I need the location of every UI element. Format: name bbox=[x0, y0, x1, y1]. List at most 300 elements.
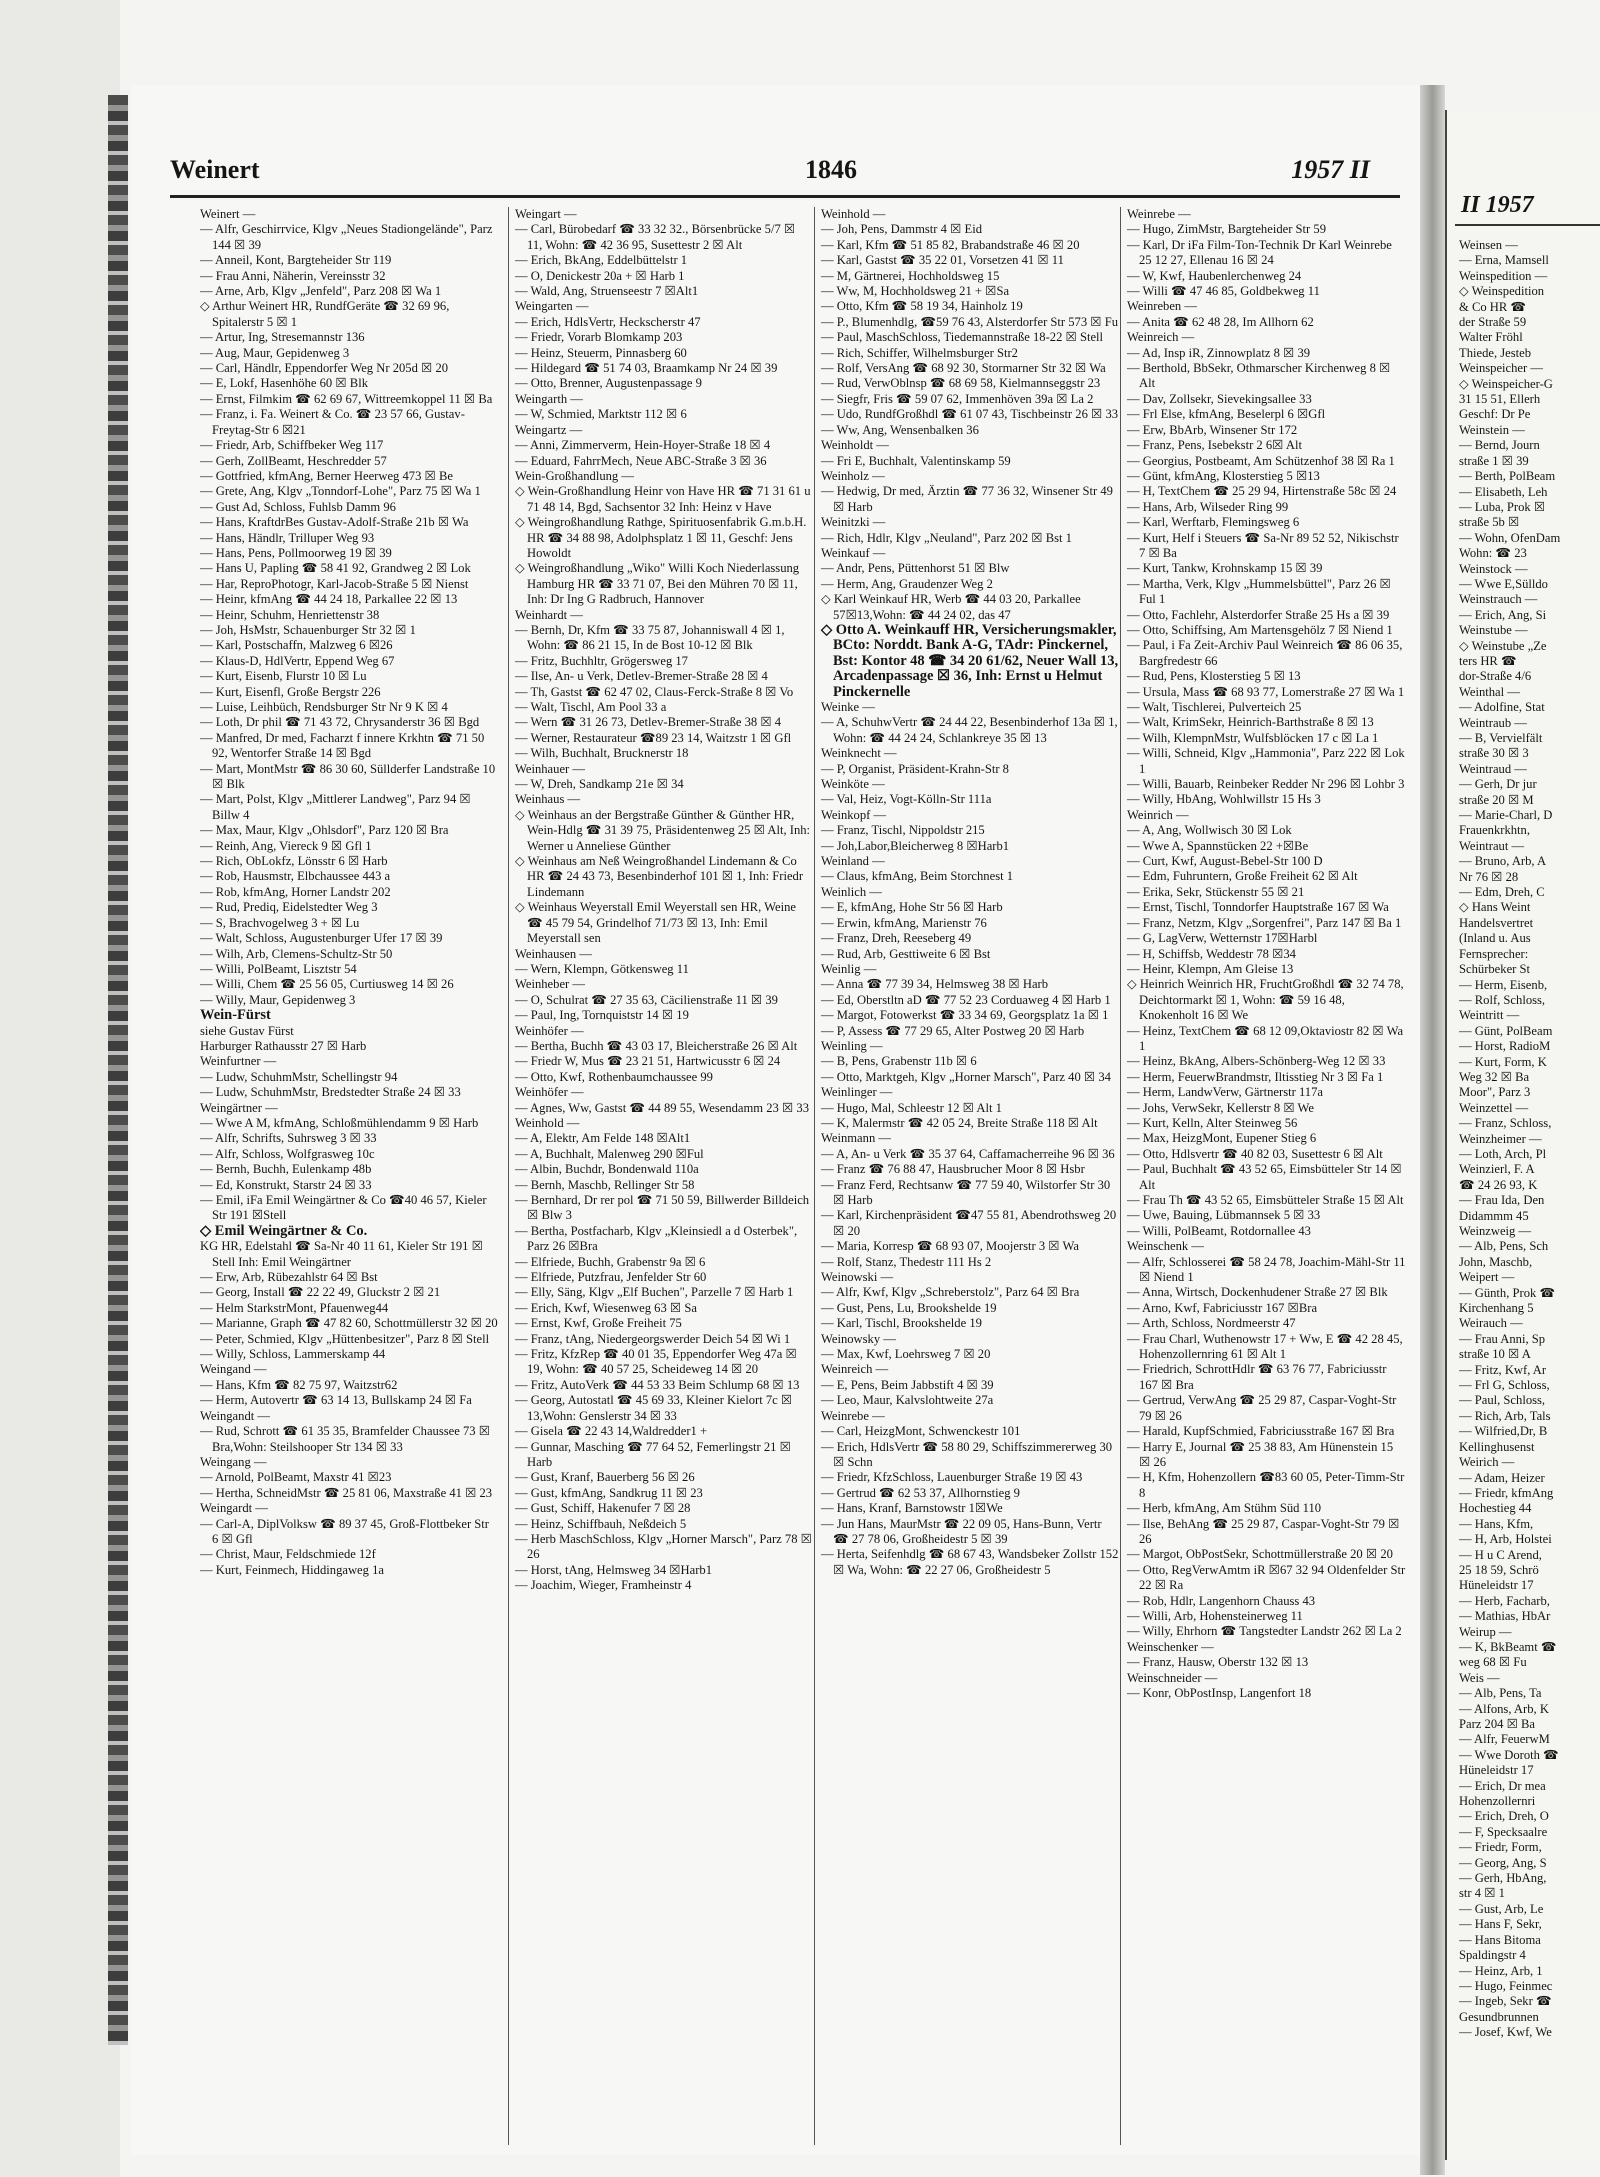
directory-entry: — Agnes, Ww, Gastst ☎ 44 89 55, Wesendamm 23 ☒ 33 bbox=[515, 1100, 810, 1115]
directory-entry: — Erw, Arb, Rübezahlstr 64 ☒ Bst bbox=[200, 1270, 378, 1285]
facing-page-line: Weintraud — bbox=[1459, 761, 1527, 776]
directory-entry: — Alfr, Schloss, Wolfgrasweg 10c bbox=[200, 1146, 375, 1161]
facing-page-line: Hochestieg 44 bbox=[1459, 1501, 1532, 1516]
facing-page-line: ◇ Weinspeicher-G bbox=[1459, 376, 1553, 391]
directory-entry: Weinrebe — bbox=[1127, 207, 1191, 221]
directory-entry: — Gunnar, Masching ☎ 77 64 52, Femerlingstr 21 ☒ Harb bbox=[515, 1439, 791, 1469]
directory-entry: — Heinr, Schuhm, Henriettenstr 38 bbox=[200, 607, 380, 622]
facing-page-line: Weirup — bbox=[1459, 1624, 1512, 1639]
directory-entry: ◇ Weingroßhandlung Rathge, Spirituosenfabrik G.m.b.H. HR ☎ 34 88 98, Adolphsplatz 1 ☒ 11, Geschf: Jens Howoldt bbox=[515, 515, 807, 560]
directory-entry: Weinschneider — bbox=[1127, 1670, 1218, 1685]
facing-page-line: — Elisabeth, Leh bbox=[1459, 484, 1548, 499]
directory-entry: Weinholdt — bbox=[821, 438, 889, 453]
directory-entry: — Rolf, Stanz, Thedestr 111 Hs 2 bbox=[821, 1254, 992, 1269]
directory-entry: — E, Pens, Beim Jabbstift 4 ☒ 39 bbox=[821, 1377, 994, 1392]
directory-entry: — Jun Hans, MaurMstr ☎ 22 09 05, Hans-Bunn, Vertr ☎ 27 78 06, Großheidestr 5 ☒ 39 bbox=[821, 1516, 1102, 1546]
directory-entry: — Rud, Arb, Gesttiweite 6 ☒ Bst bbox=[821, 946, 991, 961]
directory-entry: — Wern ☎ 31 26 73, Detlev-Bremer-Straße 38 ☒ 4 bbox=[515, 715, 782, 730]
directory-entry: — Franz, Dreh, Reeseberg 49 bbox=[821, 931, 972, 946]
facing-page-line: — Josef, Kwf, We bbox=[1459, 2025, 1552, 2040]
directory-entry: — Kurt, Eisenb, Flurstr 10 ☒ Lu bbox=[200, 669, 367, 684]
directory-entry: Weinlich — bbox=[821, 884, 882, 899]
facing-page-line: Kellinghusenst bbox=[1459, 1439, 1535, 1454]
facing-page-line: — Heinz, Arb, 1 bbox=[1459, 1963, 1543, 1978]
directory-entry: — Eduard, FahrrMech, Neue ABC-Straße 3 ☒ 36 bbox=[515, 453, 767, 468]
directory-entry: — Carl, Bürobedarf ☎ 33 32 32., Börsenbrücke 5/7 ☒ 11, Wohn: ☎ 42 36 95, Susettestr 2 ☒ Alt bbox=[515, 222, 796, 252]
facing-page-line: — Ingeb, Sekr ☎ bbox=[1459, 1994, 1552, 2009]
facing-page-line: Weintraut — bbox=[1459, 838, 1525, 853]
directory-entry: — E, Lokf, Hasenhöhe 60 ☒ Blk bbox=[200, 376, 368, 391]
directory-entry: — Berthold, BbSekr, Othmarscher Kirchenweg 8 ☒ Alt bbox=[1127, 361, 1391, 391]
directory-entry: — H, Kfm, Hohenzollern ☎83 60 05, Peter-Timm-Str 8 bbox=[1127, 1470, 1405, 1500]
book-binding-edge bbox=[108, 95, 128, 2045]
facing-page-line: — Berth, PolBeam bbox=[1459, 469, 1556, 484]
facing-page-line: — Erich, Ang, Si bbox=[1459, 607, 1547, 622]
facing-page-line: — Hugo, Feinmec bbox=[1459, 1978, 1553, 1993]
directory-entry: — Ed, Oberstltn aD ☎ 77 52 23 Corduaweg 4 ☒ Harb 1 bbox=[821, 992, 1111, 1007]
facing-page-line: Thiede, Jesteb bbox=[1459, 345, 1532, 360]
directory-entry: — Bernhard, Dr rer pol ☎ 71 50 59, Billwerder Billdeich ☒ Blw 3 bbox=[515, 1193, 810, 1223]
directory-entry: — Karl, Kfm ☎ 51 85 82, Brabandstraße 46 ☒ 20 bbox=[821, 237, 1080, 252]
directory-entry: — Christ, Maur, Feldschmiede 12f bbox=[200, 1547, 376, 1562]
facing-page-line: — K, BkBeamt ☎ bbox=[1459, 1639, 1557, 1654]
facing-page-line: Hüneleidstr 17 bbox=[1459, 1578, 1534, 1593]
facing-page-line: — Hans, Kfm, bbox=[1459, 1516, 1534, 1531]
directory-entry: — Rolf, VersAng ☎ 68 92 30, Stormarner Str 32 ☒ Wa bbox=[821, 361, 1106, 376]
facing-page-line: Weg 32 ☒ Ba bbox=[1459, 1069, 1530, 1084]
directory-entry: — Hildegard ☎ 51 74 03, Braamkamp Nr 24 ☒ 39 bbox=[515, 361, 778, 376]
facing-page-line: — Bernd, Journ bbox=[1459, 438, 1540, 453]
directory-entry: — Emil, iFa Emil Weingärtner & Co ☎40 46 57, Kieler Str 191 ☒Stell bbox=[200, 1193, 487, 1223]
facing-page-line: — H, Arb, Holstei bbox=[1459, 1532, 1552, 1547]
facing-page-line: Weinspedition — bbox=[1459, 268, 1548, 283]
directory-entry: — Karl, Gastst ☎ 35 22 01, Vorsetzen 41 ☒ 11 bbox=[821, 253, 1064, 268]
facing-page-line: Weinstube — bbox=[1459, 623, 1528, 638]
facing-page-line: Walter Fröhl bbox=[1459, 330, 1523, 345]
directory-entry: — Ludw, SchuhmMstr, Bredstedter Straße 24 ☒ 33 bbox=[200, 1085, 461, 1100]
directory-entry: — H, Schiffsb, Weddestr 78 ☒34 bbox=[1127, 946, 1296, 961]
directory-entry: — Hans, KraftdrBes Gustav-Adolf-Straße 21b ☒ Wa bbox=[200, 515, 469, 530]
directory-entry: — Karl, Werftarb, Flemingsweg 6 bbox=[1127, 515, 1300, 530]
column-3 bbox=[814, 207, 1119, 2145]
facing-page-line: — F, Specksaalre bbox=[1459, 1824, 1548, 1839]
facing-page-line: — Erich, Dreh, O bbox=[1459, 1809, 1549, 1824]
scan-left-margin bbox=[0, 0, 120, 2177]
directory-entry: — Kurt, Eisenfl, Große Bergstr 226 bbox=[200, 684, 381, 699]
directory-entry: — Willi, Schneid, Klgv „Hammonia", Parz 222 ☒ Lok 1 bbox=[1127, 746, 1405, 776]
directory-entry: — Georg, Install ☎ 22 22 49, Gluckstr 2 ☒ 21 bbox=[200, 1285, 441, 1300]
directory-entry: — Franz, Netzm, Klgv „Sorgenfrei", Parz 147 ☒ Ba 1 bbox=[1127, 915, 1402, 930]
directory-entry: Weinlig — bbox=[821, 961, 877, 976]
directory-entry: — Joh, HsMstr, Schauenburger Str 32 ☒ 1 bbox=[200, 622, 416, 637]
directory-entry: Weinhausen — bbox=[515, 946, 592, 961]
running-head bbox=[170, 155, 1400, 195]
directory-entry: — Wilh, KlempnMstr, Wulfsblöcken 17 c ☒ La 1 bbox=[1127, 730, 1379, 745]
directory-entry: — Herta, Seifenhdlg ☎ 68 67 43, Wandsbeker Zollstr 152 ☒ Wa, Wohn: ☎ 22 27 06, Großheidestr 5 bbox=[821, 1547, 1119, 1577]
directory-entry: — Arno, Kwf, Fabriciusstr 167 ☒Bra bbox=[1127, 1300, 1318, 1315]
facing-page-line: Weinzheimer — bbox=[1459, 1131, 1542, 1146]
directory-entry: Weingart — bbox=[515, 207, 577, 221]
directory-entry: — Gottfried, kfmAng, Berner Heerweg 473 ☒ Be bbox=[200, 468, 453, 483]
facing-page-line: — H u C Arend, bbox=[1459, 1547, 1542, 1562]
directory-entry: — Erwin, kfmAng, Marienstr 76 bbox=[821, 915, 987, 930]
directory-entry: — Erich, Kwf, Wiesenweg 63 ☒ Sa bbox=[515, 1300, 697, 1315]
directory-entry: — S, Brachvogelweg 3 + ☒ Lu bbox=[200, 915, 360, 930]
directory-entry: — Hans, Kfm ☎ 82 75 97, Waitzstr62 bbox=[200, 1377, 398, 1392]
directory-entry: — Franz Ferd, Rechtsanw ☎ 77 59 40, Wilstorfer Str 30 ☒ Harb bbox=[821, 1177, 1111, 1207]
directory-entry: — Erika, Sekr, Stückenstr 55 ☒ 21 bbox=[1127, 884, 1305, 899]
directory-entry: — Rich, ObLokfz, Lönsstr 6 ☒ Harb bbox=[200, 854, 388, 869]
directory-entry: — Hedwig, Dr med, Ärztin ☎ 77 36 32, Winsener Str 49 ☒ Harb bbox=[821, 484, 1113, 514]
directory-entry: — Margot, Fotowerkst ☎ 33 34 69, Georgsplatz 1a ☒ 1 bbox=[821, 1008, 1109, 1023]
facing-page-line: — Edm, Dreh, C bbox=[1459, 885, 1545, 900]
directory-entry: — Otto, Kwf, Rothenbaumchaussee 99 bbox=[515, 1069, 713, 1084]
directory-entry: — Herb, kfmAng, Am Stühm Süd 110 bbox=[1127, 1501, 1322, 1516]
facing-page-column bbox=[1459, 238, 1600, 2150]
facing-page-line: — Friedr, Form, bbox=[1459, 1840, 1542, 1855]
directory-entry: Weinhöfer — bbox=[515, 1085, 584, 1100]
facing-page-line: Weintraub — bbox=[1459, 715, 1527, 730]
directory-entry: — Fri E, Buchhalt, Valentinskamp 59 bbox=[821, 453, 1011, 468]
directory-entry: — H, TextChem ☎ 25 29 94, Hirtenstraße 58c ☒ 24 bbox=[1127, 484, 1397, 499]
directory-entry: — W, Schmied, Marktstr 112 ☒ 6 bbox=[515, 407, 687, 422]
directory-entry: — Herb MaschSchloss, Klgv „Horner Marsch", Parz 78 ☒ 26 bbox=[515, 1531, 812, 1562]
directory-entry: — Karl, Postschaffn, Malzweg 6 ☒26 bbox=[200, 638, 393, 653]
directory-entry: — Paul, Ing, Tornquiststr 14 ☒ 19 bbox=[515, 1008, 689, 1023]
facing-page-line: Weinstock — bbox=[1459, 561, 1528, 576]
directory-entry: — Friedr, Arb, Schiffbeker Weg 117 bbox=[200, 438, 384, 453]
directory-entry: — Artur, Ing, Stresemannstr 136 bbox=[200, 330, 365, 345]
directory-entry: — Andr, Pens, Püttenhorst 51 ☒ Blw bbox=[821, 561, 1010, 576]
directory-entry: siehe Gustav Fürst bbox=[200, 1023, 294, 1038]
directory-entry: — Herm, Autovertr ☎ 63 14 13, Bullskamp 24 ☒ Fa bbox=[200, 1393, 472, 1408]
directory-entry: — Paul, Buchhalt ☎ 43 52 65, Eimsbütteler Str 14 ☒ Alt bbox=[1127, 1162, 1402, 1192]
directory-entry: ◇ Emil Weingärtner & Co. bbox=[200, 1222, 368, 1239]
facing-page-line: straße 30 ☒ 3 bbox=[1459, 746, 1529, 761]
directory-entry: Weinitzki — bbox=[821, 515, 886, 530]
directory-entry: Weinschenker — bbox=[1127, 1639, 1214, 1654]
page-title: Weinert bbox=[170, 155, 260, 184]
directory-entry: Weinhold — bbox=[821, 207, 886, 221]
facing-page-line: Wohn: ☎ 23 bbox=[1459, 546, 1527, 561]
directory-entry: — Otto, Hdlsvertr ☎ 40 82 03, Susettestr 6 ☒ Alt bbox=[1127, 1146, 1383, 1161]
directory-entry: — Bernh, Dr, Kfm ☎ 33 75 87, Johanniswall 4 ☒ 1, Wohn: ☎ 86 21 15, In de Bost 10-12 ☒ Blk bbox=[515, 622, 785, 653]
facing-page-line: Weintritt — bbox=[1459, 1008, 1520, 1023]
directory-entry: — Manfred, Dr med, Facharzt f innere Krkhtn ☎ 71 50 92, Wentorfer Straße 14 ☒ Bgd bbox=[200, 730, 485, 761]
directory-entry: Weinkopf — bbox=[821, 807, 887, 822]
directory-entry: — Harald, KupfSchmied, Fabriciusstraße 167 ☒ Bra bbox=[1127, 1424, 1395, 1439]
directory-entry: — Heinz, Steuerm, Pinnasberg 60 bbox=[515, 345, 687, 360]
facing-page-line: Weinspeicher — bbox=[1459, 361, 1543, 376]
directory-entry: — Carl, Händlr, Eppendorfer Weg Nr 205d ☒ 20 bbox=[200, 361, 449, 376]
column-4 bbox=[1120, 207, 1407, 2145]
facing-page-line: — Paul, Schloss, bbox=[1459, 1393, 1546, 1408]
directory-entry: Weinhardt — bbox=[515, 607, 583, 622]
directory-entry: — Frau Anni, Näherin, Vereinsstr 32 bbox=[200, 268, 386, 283]
facing-page-line: Fernsprecher: bbox=[1459, 946, 1529, 961]
directory-entry: Weinmann — bbox=[821, 1131, 891, 1146]
directory-entry: ◇ Heinrich Weinrich HR, FruchtGroßhdl ☎ 32 74 78, Deichtormarkt ☒ 1, Wohn: ☎ 59 16 48, Knokenholt 16 ☒ We bbox=[1127, 977, 1404, 1023]
directory-entry: — Karl, Kirchenpräsident ☎47 55 81, Abendrothsweg 20 ☒ 20 bbox=[821, 1208, 1117, 1238]
year-part-label: 1957 II bbox=[1291, 155, 1370, 184]
facing-page-line: Weis — bbox=[1459, 1670, 1500, 1685]
directory-entry: — Herm, Ang, Graudenzer Weg 2 bbox=[821, 576, 993, 591]
directory-entry: — Willi, PolBeamt, Rotdornallee 43 bbox=[1127, 1223, 1311, 1238]
directory-entry: — Anita ☎ 62 48 28, Im Allhorn 62 bbox=[1127, 314, 1314, 329]
facing-page-line: str 4 ☒ 1 bbox=[1459, 1886, 1505, 1901]
directory-entry: — Franz ☎ 76 88 47, Hausbrucher Moor 8 ☒ Hsbr bbox=[821, 1162, 1085, 1177]
facing-page-line: — Alb, Pens, Ta bbox=[1459, 1686, 1542, 1701]
facing-page-line: Geschf: Dr Pe bbox=[1459, 407, 1531, 422]
directory-entry: — Peter, Schmied, Klgv „Hüttenbesitzer", Parz 8 ☒ Stell bbox=[200, 1331, 490, 1346]
directory-entry: — Elly, Säng, Klgv „Elf Buchen", Parzelle 7 ☒ Harb 1 bbox=[515, 1285, 794, 1300]
directory-entry: — Otto, Schiffsing, Am Martensgehölz 7 ☒ Niend 1 bbox=[1127, 622, 1393, 637]
directory-entry: — Hans, Kranf, Barnstowstr 1☒We bbox=[821, 1501, 1003, 1516]
facing-page-line: — Wwe Doroth ☎ bbox=[1459, 1747, 1559, 1762]
directory-entry: — Rud, Schrott ☎ 61 35 35, Bramfelder Chaussee 73 ☒ Bra,Wohn: Steilshooper Str 134 ☒ 33 bbox=[200, 1424, 491, 1454]
facing-page-line: Hohenzollernri bbox=[1459, 1794, 1536, 1809]
directory-entry: Weinrebe — bbox=[821, 1408, 885, 1423]
directory-entry: — Willi, Bauarb, Reinbeker Redder Nr 296 ☒ Lohbr 3 bbox=[1127, 777, 1405, 792]
directory-entry: Weinowsky — bbox=[821, 1331, 896, 1346]
directory-entry: — Rob, Hausmstr, Elbchaussee 443 a bbox=[200, 869, 391, 884]
directory-entry: Weingand — bbox=[200, 1362, 267, 1377]
facing-page-line: — Marie-Charl, D bbox=[1459, 808, 1553, 823]
facing-page-line: — Fritz, Kwf, Ar bbox=[1459, 1362, 1547, 1377]
directory-entry: — Bernh, Buchh, Eulenkamp 48b bbox=[200, 1162, 372, 1177]
directory-entry: — Ww, M, Hochholdsweg 21 + ☒Sa bbox=[821, 284, 1010, 299]
facing-page-line: Weirich — bbox=[1459, 1455, 1515, 1470]
directory-entry: — Albin, Buchdr, Bondenwald 110a bbox=[515, 1162, 699, 1177]
facing-page-line: Weipert — bbox=[1459, 1270, 1515, 1285]
facing-page-line: Kirchenhang 5 bbox=[1459, 1301, 1534, 1316]
facing-page-line: — Erich, Dr mea bbox=[1459, 1778, 1546, 1793]
facing-page-line: — Alfons, Arb, K bbox=[1459, 1701, 1549, 1716]
directory-entry: — Georg, Autostatl ☎ 45 69 33, Kleiner Kielort 7c ☒ 13,Wohn: Genslerstr 34 ☒ 33 bbox=[515, 1393, 793, 1423]
column-2 bbox=[508, 207, 813, 2145]
directory-entry: — Hans, Arb, Wilseder Ring 99 bbox=[1127, 499, 1289, 514]
facing-page-line: straße 1 ☒ 39 bbox=[1459, 453, 1529, 468]
directory-entry: — Joh,Labor,Bleicherweg 8 ☒Harb1 bbox=[821, 838, 1010, 853]
facing-page-line: — Frl G, Schloss, bbox=[1459, 1378, 1550, 1393]
directory-entry: — A, SchuhwVertr ☎ 24 44 22, Besenbinderhof 13a ☒ 1, Wohn: ☎ 44 24 24, Schlankreye 35 ☒ 13 bbox=[821, 715, 1118, 745]
directory-entry: — Kurt, Tankw, Krohnskamp 15 ☒ 39 bbox=[1127, 561, 1323, 576]
facing-page-line: — Gust, Arb, Le bbox=[1459, 1901, 1544, 1916]
directory-entry: — Franz, i. Fa. Weinert & Co. ☎ 23 57 66, Gustav-Freytag-Str 6 ☒21 bbox=[200, 407, 465, 437]
directory-entry: — Ilse, BehAng ☎ 25 29 87, Caspar-Voght-Str 79 ☒ 26 bbox=[1127, 1516, 1400, 1546]
facing-page-line: — Wilfried,Dr, B bbox=[1459, 1424, 1548, 1439]
directory-entry: — Siegfr, Fris ☎ 59 07 62, Immenhöven 39a ☒ La 2 bbox=[821, 391, 1094, 406]
facing-page-line: der Straße 59 bbox=[1459, 315, 1527, 330]
directory-entry: — Willy, HbAng, Wohlwillstr 15 Hs 3 bbox=[1127, 792, 1321, 807]
directory-entry: — Udo, RundfGroßhdl ☎ 61 07 43, Tischbeinstr 26 ☒ 33 bbox=[821, 407, 1119, 422]
directory-entry: Weinhaus — bbox=[515, 792, 581, 807]
directory-entry: — M, Gärtnerei, Hochholdsweg 15 bbox=[821, 268, 1000, 283]
directory-entry: Weingardt — bbox=[200, 1501, 268, 1516]
facing-page-line: — Rich, Arb, Tals bbox=[1459, 1408, 1551, 1423]
directory-entry: — Edm, Fuhruntern, Große Freiheit 62 ☒ Alt bbox=[1127, 869, 1358, 884]
facing-page-line: ☎ 24 26 93, K bbox=[1459, 1177, 1538, 1192]
directory-entry: — Willi ☎ 47 46 85, Goldbekweg 11 bbox=[1127, 284, 1320, 299]
directory-entry: — Loth, Dr phil ☎ 71 43 72, Chrysanderstr 36 ☒ Bgd bbox=[200, 715, 480, 730]
directory-entry: — Luise, Leihbüch, Rendsburger Str Nr 9 K ☒ 4 bbox=[200, 700, 448, 714]
facing-page-line: — Herm, Eisenb, bbox=[1459, 977, 1548, 992]
facing-page-line: Moor", Parz 3 bbox=[1459, 1085, 1531, 1100]
directory-entry: — Hugo, ZimMstr, Bargteheider Str 59 bbox=[1127, 222, 1326, 237]
facing-page-line: — Alb, Pens, Sch bbox=[1459, 1239, 1549, 1254]
directory-entry: ◇ Wein-Großhandlung Heinr von Have HR ☎ 71 31 61 u 71 48 14, Bgd, Sachsentor 32 Inh: Heinz v Have bbox=[515, 484, 811, 514]
directory-entry: — Arth, Schloss, Nordmeerstr 47 bbox=[1127, 1316, 1296, 1331]
directory-entry: — Ad, Insp iR, Zinnowplatz 8 ☒ 39 bbox=[1127, 345, 1311, 360]
directory-entry: Weinköte — bbox=[821, 777, 885, 792]
directory-entry: — P., Blumenhdlg, ☎59 76 43, Alsterdorfer Str 573 ☒ Fu bbox=[821, 314, 1119, 329]
facing-page-line: — B, Vervielfält bbox=[1459, 731, 1543, 745]
directory-entry: Weinheber — bbox=[515, 977, 585, 992]
facing-page-line: — Kurt, Form, K bbox=[1459, 1054, 1547, 1069]
column-1 bbox=[200, 207, 498, 2145]
directory-entry: — G, LagVerw, Wetternstr 17☒Harbl bbox=[1127, 931, 1318, 946]
directory-entry: — Rud, VerwOblnsp ☎ 68 69 58, Kielmannseggstr 23 bbox=[821, 376, 1101, 391]
directory-entry: — Curt, Kwf, August-Bebel-Str 100 D bbox=[1127, 854, 1323, 869]
directory-entry: — Rud, Prediq, Eidelstedter Weg 3 bbox=[200, 900, 378, 915]
facing-page-line: Gesundbrunnen bbox=[1459, 2009, 1539, 2024]
directory-entry: Weinknecht — bbox=[821, 746, 897, 761]
directory-entry: — Friedr, Vorarb Blomkamp 203 bbox=[515, 330, 683, 345]
header-rule bbox=[170, 195, 1400, 198]
facing-page-line: Handelsvertret bbox=[1459, 915, 1534, 930]
facing-page-line: Weinzweig — bbox=[1459, 1224, 1532, 1238]
directory-entry: — Bertha, Buchh ☎ 43 03 17, Bleicherstraße 26 ☒ Alt bbox=[515, 1038, 798, 1053]
directory-entry: — Carl, HeizgMont, Schwenckestr 101 bbox=[821, 1424, 1021, 1439]
directory-entry: — Heinz, Schiffbauh, Neßdeich 5 bbox=[515, 1516, 687, 1531]
directory-entry: — Georgius, Postbeamt, Am Schützenhof 38 ☒ Ra 1 bbox=[1127, 453, 1395, 468]
directory-entry: — Franz, Hausw, Oberstr 132 ☒ 13 bbox=[1127, 1655, 1309, 1670]
directory-entry: — Wern, Klempn, Götkensweg 11 bbox=[515, 961, 689, 976]
directory-entry: — Th, Gastst ☎ 62 47 02, Claus-Ferck-Straße 8 ☒ Vo bbox=[515, 684, 794, 699]
directory-entry: — Alfr, Schrifts, Suhrsweg 3 ☒ 33 bbox=[200, 1131, 377, 1146]
directory-entry: — Ed, Konstrukt, Starstr 24 ☒ 33 bbox=[200, 1177, 372, 1192]
directory-entry: — Uwe, Bauing, Lübmannsek 5 ☒ 33 bbox=[1127, 1208, 1321, 1223]
directory-entry: — Dav, Zollsekr, Sievekingsallee 33 bbox=[1127, 391, 1312, 406]
facing-page-line: — Horst, RadioM bbox=[1459, 1039, 1551, 1054]
directory-entry: — Karl, Dr iFa Film-Ton-Technik Dr Karl Weinrebe 25 12 27, Ellenau 16 ☒ 24 bbox=[1127, 237, 1392, 268]
directory-entry: — Franz, Pens, Isebekstr 2 6☒ Alt bbox=[1127, 438, 1302, 453]
directory-entry: Weinfurtner — bbox=[200, 1054, 277, 1069]
directory-entry: — Gust, kfmAng, Sandkrug 11 ☒ 23 bbox=[515, 1485, 703, 1500]
directory-entry: — Max, HeizgMont, Eupener Stieg 6 bbox=[1127, 1131, 1317, 1146]
directory-entry: Weinhold — bbox=[515, 1115, 580, 1130]
directory-entry: — Wald, Ang, Struenseestr 7 ☒Alt1 bbox=[515, 284, 699, 299]
directory-entry: — Arnold, PolBeamt, Maxstr 41 ☒23 bbox=[200, 1470, 392, 1485]
facing-page-line: straße 5b ☒ bbox=[1459, 515, 1520, 530]
directory-entry: — Margot, ObPostSekr, Schottmüllerstraße 20 ☒ 20 bbox=[1127, 1547, 1393, 1562]
directory-entry: — Ernst, Kwf, Große Freiheit 75 bbox=[515, 1316, 682, 1331]
directory-entry: — Anneil, Kont, Bargteheider Str 119 bbox=[200, 253, 392, 268]
directory-entry: — Hertha, SchneidMstr ☎ 25 81 06, Maxstraße 41 ☒ 23 bbox=[200, 1485, 493, 1500]
directory-entry: — Herm, LandwVerw, Gärtnerstr 117a bbox=[1127, 1085, 1323, 1100]
directory-entry: — Joh, Pens, Dammstr 4 ☒ Eid bbox=[821, 222, 983, 237]
facing-page-line: Weinzierl, F. A bbox=[1459, 1162, 1535, 1177]
facing-page-line: Hüneleidstr 17 bbox=[1459, 1763, 1534, 1778]
directory-entry: ◇ Weinhaus Weyerstall Emil Weyerstall sen HR, Weine ☎ 45 79 54, Grindelhof 71/73 ☒ 13, Inh: Emil Meyerstall sen bbox=[515, 900, 797, 946]
directory-entry: — Hans, Händlr, Trilluper Weg 93 bbox=[200, 530, 375, 545]
directory-entry: — Otto, RegVerwAmtm iR ☒67 32 94 Oldenfelder Str 22 ☒ Ra bbox=[1127, 1562, 1406, 1593]
directory-entry: — Mart, Polst, Klgv „Mittlerer Landweg", Parz 94 ☒ Billw 4 bbox=[200, 792, 471, 822]
facing-page-line: — Alfr, FeuerwM bbox=[1459, 1732, 1550, 1747]
directory-entry: — Horst, tAng, Helmsweg 34 ☒Harb1 bbox=[515, 1562, 713, 1577]
directory-entry: Weinreich — bbox=[821, 1362, 889, 1377]
directory-entry: — Marianne, Graph ☎ 47 82 60, Schottmüllerstr 32 ☒ 20 bbox=[200, 1316, 498, 1331]
directory-entry: Wein-Großhandlung — bbox=[515, 468, 634, 483]
directory-entry: — Harry E, Journal ☎ 25 38 83, Am Hünenstein 15 ☒ 26 bbox=[1127, 1439, 1394, 1469]
directory-entry: — Hugo, Mal, Schleestr 12 ☒ Alt 1 bbox=[821, 1100, 1002, 1115]
directory-entry: — Elfriede, Buchh, Grabenstr 9a ☒ 6 bbox=[515, 1254, 706, 1269]
directory-entry: — Gertrud ☎ 62 53 37, Allhornstieg 9 bbox=[821, 1485, 1020, 1500]
directory-entry: — Ernst, Tischl, Tonndorfer Hauptstraße 167 ☒ Wa bbox=[1127, 900, 1389, 915]
directory-entry: — Willy, Maur, Gepidenweg 3 bbox=[200, 992, 356, 1007]
directory-entry: — Carl-A, DiplVolksw ☎ 89 37 45, Groß-Flottbeker Str 6 ☒ Gfl bbox=[200, 1516, 490, 1546]
facing-page-line: — Franz, Schloss, bbox=[1459, 1116, 1552, 1131]
directory-entry: — Rob, Hdlr, Langenhorn Chauss 43 bbox=[1127, 1593, 1316, 1608]
directory-entry: — Reinh, Ang, Viereck 9 ☒ Gfl 1 bbox=[200, 838, 372, 853]
directory-entry: — Otto, Brenner, Augustenpassage 9 bbox=[515, 376, 702, 391]
directory-entry: — Heinz, BkAng, Albers-Schönberg-Weg 12 ☒ 33 bbox=[1127, 1054, 1386, 1069]
directory-entry: — Frl Else, kfmAng, Beselerpl 6 ☒Gfl bbox=[1127, 407, 1326, 422]
directory-entry: — Otto, Fachlehr, Alsterdorfer Straße 25 Hs a ☒ 39 bbox=[1127, 607, 1390, 622]
directory-entry: Weinert — bbox=[200, 207, 256, 221]
directory-entry: — Heinr, kfmAng ☎ 44 24 18, Parkallee 22 ☒ 13 bbox=[200, 592, 458, 607]
facing-page-line: — Adolfine, Stat bbox=[1459, 700, 1545, 715]
directory-entry: — W, Kwf, Haubenlerchenweg 24 bbox=[1127, 268, 1302, 283]
facing-page-line: — Herb, Facharb, bbox=[1459, 1593, 1550, 1608]
facing-page-line: 31 15 51, Ellerh bbox=[1459, 392, 1541, 407]
directory-entry: — Rob, kfmAng, Horner Landstr 202 bbox=[200, 884, 391, 899]
directory-entry: — E, kfmAng, Hohe Str 56 ☒ Harb bbox=[821, 900, 1003, 915]
directory-entry: — Erw, BbArb, Winsener Str 172 bbox=[1127, 422, 1298, 437]
directory-entry: — Helm StarkstrMont, Pfauenweg44 bbox=[200, 1300, 389, 1315]
directory-entry: Weingang — bbox=[200, 1454, 267, 1469]
directory-entry: Weinowski — bbox=[821, 1270, 894, 1285]
facing-page-line: — Hans Bitoma bbox=[1459, 1932, 1541, 1947]
facing-page-line: ters HR ☎ bbox=[1459, 653, 1517, 668]
directory-entry: — Gerh, ZollBeamt, Heschredder 57 bbox=[200, 453, 387, 468]
directory-entry: Weinling — bbox=[821, 1038, 883, 1053]
directory-entry: — Gust Ad, Schloss, Fuhlsb Damm 96 bbox=[200, 499, 396, 514]
directory-entry: — Heinr, Klempn, Am Gleise 13 bbox=[1127, 961, 1294, 976]
directory-entry: — Johs, VerwSekr, Kellerstr 8 ☒ We bbox=[1127, 1100, 1314, 1115]
directory-entry: Weinkauf — bbox=[821, 545, 886, 560]
directory-entry: Weingandt — bbox=[200, 1408, 270, 1423]
facing-page-line: straße 20 ☒ M bbox=[1459, 792, 1534, 807]
facing-page-line: — Gerh, HbAng, bbox=[1459, 1871, 1547, 1886]
directory-entry: — Fritz, KfzRep ☎ 40 01 35, Eppendorfer Weg 47a ☒ 19, Wohn: ☎ 40 57 25, Scheideweg 14 ☒ 20 bbox=[515, 1347, 797, 1377]
directory-entry: — Fritz, AutoVerk ☎ 44 53 33 Beim Schlump 68 ☒ 13 bbox=[515, 1377, 800, 1392]
directory-entry: — Gisela ☎ 22 43 14,Waldredder1 + bbox=[515, 1424, 708, 1439]
facing-page-line: — Georg, Ang, S bbox=[1459, 1855, 1547, 1870]
directory-entry: — Hans, Pens, Pollmoorweg 19 ☒ 39 bbox=[200, 545, 392, 560]
directory-entry: — Alfr, Schlosserei ☎ 58 24 78, Joachim-Mähl-Str 11 ☒ Niend 1 bbox=[1127, 1254, 1406, 1285]
directory-entry: — O, Schulrat ☎ 27 35 63, Cäcilienstraße 11 ☒ 39 bbox=[515, 992, 778, 1007]
directory-entry: — Friedr W, Mus ☎ 23 21 51, Hartwicusstr 6 ☒ 24 bbox=[515, 1054, 781, 1069]
directory-entry: — Bernh, Maschb, Rellinger Str 58 bbox=[515, 1177, 695, 1192]
facing-page-line: — Günt, PolBeam bbox=[1459, 1023, 1553, 1038]
directory-entry: — Franz, tAng, Niedergeorgswerder Deich 54 ☒ Wi 1 bbox=[515, 1331, 791, 1346]
facing-page-line: — Adam, Heizer bbox=[1459, 1470, 1545, 1485]
directory-entry: — Friedrich, SchrottHdlr ☎ 63 76 77, Fabriciusstr 167 ☒ Bra bbox=[1127, 1362, 1387, 1392]
directory-entry: — Aug, Maur, Gepidenweg 3 bbox=[200, 345, 350, 360]
directory-entry: — Val, Heiz, Vogt-Kölln-Str 111a bbox=[821, 792, 992, 807]
facing-page-line: ◇ Weinstube „Ze bbox=[1459, 638, 1547, 653]
